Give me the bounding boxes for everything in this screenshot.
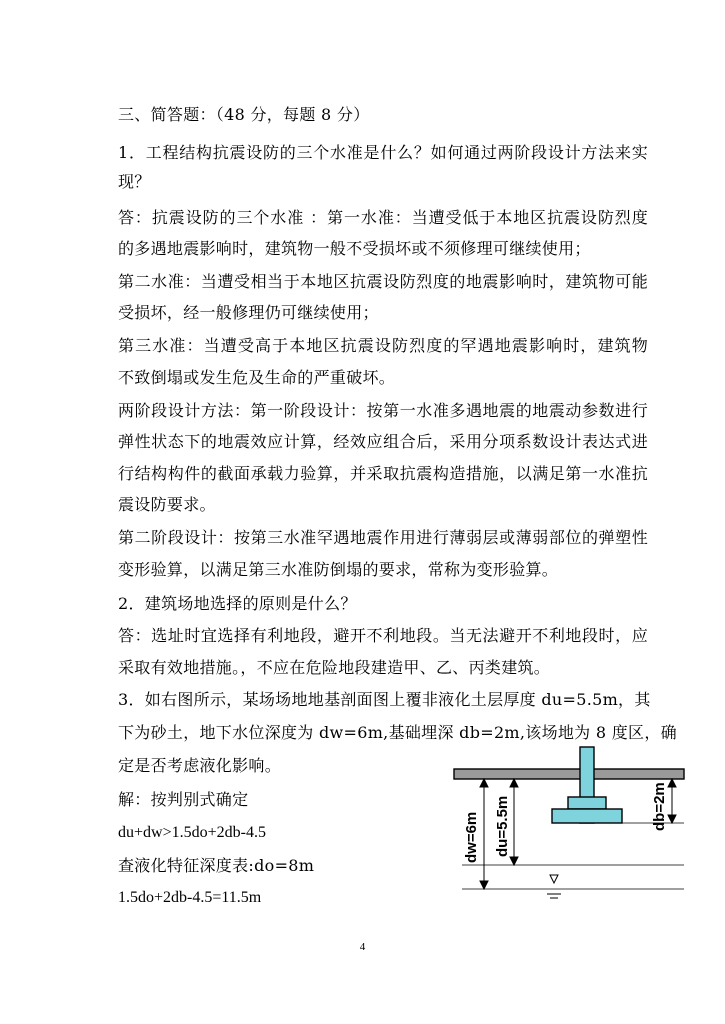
solution-line-3: 查液化特征深度表:do=8m — [118, 856, 315, 875]
answer-2-line-1: 答：选址时宜选择有利地段，避开不利地段。当无法避开不利地段时，应 — [118, 626, 648, 645]
answer-1-line-10: 震设防要求。 — [118, 495, 216, 514]
page-number: 4 — [359, 941, 366, 953]
solution-line-1: 解：按判别式确定 — [118, 790, 249, 809]
ground-surface — [454, 769, 684, 779]
solution-formula-2: 1.5do+2db-4.5=11.5m — [118, 889, 262, 906]
answer-1-line-11: 第二阶段设计：按第三水准罕遇地震作用进行薄弱层或薄弱部位的弹塑性 — [118, 528, 648, 547]
du-label: du=5.5m — [494, 795, 511, 857]
answer-1-line-9: 行结构构件的截面承载力验算，并采取抗震构造措施，以满足第一水准抗 — [118, 464, 648, 483]
answer-1-line-8: 弹性状态下的地震效应计算，经效应组合后，采用分项系数设计表达式进 — [118, 432, 648, 451]
question-3-line-1: 3．如右图所示，某场场地地基剖面图上覆非液化土层厚度 du=5.5m，其 — [118, 690, 651, 709]
foundation-footing — [552, 809, 622, 823]
dw-arrow-top — [480, 779, 488, 787]
answer-1-line-2: 的多遇地震影响时，建筑物一般不受损坏或不须修理可继续使用； — [118, 239, 591, 258]
question-2: 2．建筑场地选择的原则是什么？ — [118, 594, 357, 613]
db-label: db=2m — [651, 782, 668, 831]
answer-1-line-1: 答：抗震设防的三个水准 ：第一水准：当遭受低于本地区抗震设防烈度 — [118, 208, 648, 227]
answer-1-line-3: 第二水准：当遭受相当于本地区抗震设防烈度的地震影响时，建筑物可能 — [118, 272, 648, 291]
answer-2-line-2: 采取有效地措施。，不应在危险地段建造甲、乙、丙类建筑。 — [118, 658, 551, 677]
answer-1-line-12: 变形验算，以满足第三水准防倒塌的要求，常称为变形验算。 — [118, 560, 559, 579]
answer-1-line-7: 两阶段设计方法：第一阶段设计：按第一水准多遇地震的地震动参数进行 — [118, 401, 648, 420]
question-3-line-2: 下为砂土，地下水位深度为 dw=6m,基础埋深 db=2m,该场地为 8 度区，确 — [118, 723, 677, 742]
water-table-icon — [550, 875, 558, 883]
question-3-line-3: 定是否考虑液化影响。 — [118, 756, 282, 775]
dw-arrow-bottom — [480, 881, 488, 889]
dw-label: dw=6m — [463, 811, 480, 863]
du-arrow-bottom — [510, 857, 518, 865]
db-arrow-top — [668, 779, 676, 787]
du-arrow-top — [510, 779, 518, 787]
db-arrow-bottom — [668, 815, 676, 823]
question-1-line-2: 现？ — [118, 172, 151, 191]
answer-1-line-4: 受损坏，经一般修理仍可继续使用； — [118, 303, 379, 322]
question-1-line-1: 1．工程结构抗震设防的三个水准是什么？如何通过两阶段设计方法来实 — [118, 143, 648, 162]
solution-formula-1: du+dw>1.5do+2db-4.5 — [118, 824, 266, 841]
answer-1-line-5: 第三水准：当遭受高于本地区抗震设防烈度的罕遇地震影响时，建筑物 — [118, 336, 648, 355]
foundation-profile-diagram — [452, 735, 687, 915]
section-heading: 三、简答题：（48 分，每题 8 分） — [118, 105, 370, 124]
foundation-pedestal — [568, 797, 606, 809]
answer-1-line-6: 不致倒塌或发生危及生命的严重破坏。 — [118, 368, 396, 387]
